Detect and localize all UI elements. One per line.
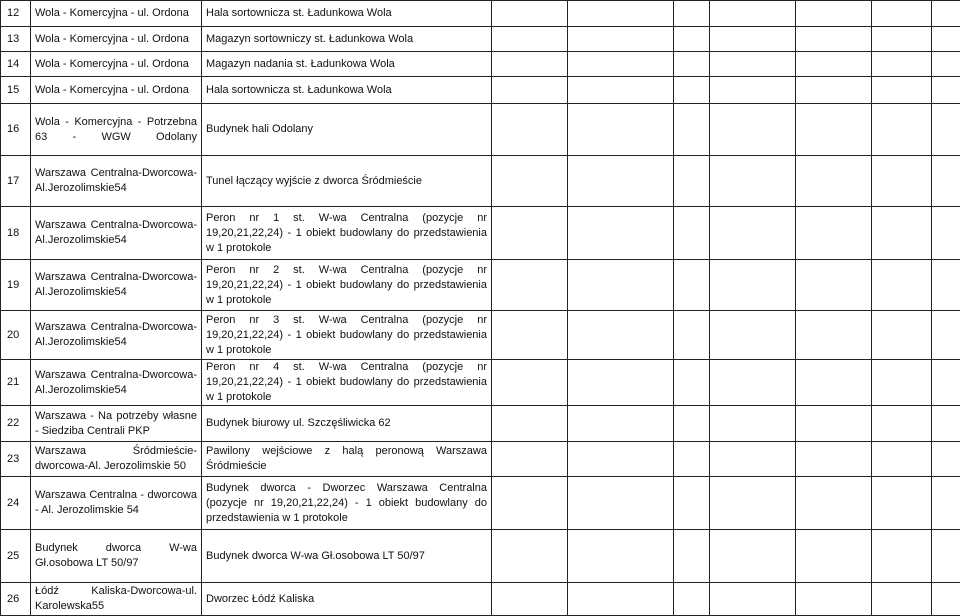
empty-cell <box>492 52 568 77</box>
empty-cell <box>710 27 796 52</box>
empty-cell <box>796 360 872 406</box>
object-cell: Hala sortownicza st. Ładunkowa Wola <box>202 1 492 27</box>
empty-cell <box>932 27 960 52</box>
empty-cell <box>710 52 796 77</box>
empty-cell <box>568 360 674 406</box>
empty-cell <box>492 207 568 260</box>
empty-cell <box>674 77 710 104</box>
empty-cell <box>872 406 932 442</box>
empty-cell <box>492 27 568 52</box>
table-row <box>1 77 960 104</box>
row-number: 22 <box>1 406 31 442</box>
empty-cell <box>710 104 796 156</box>
table-row <box>1 442 960 477</box>
table-row <box>1 104 960 156</box>
empty-cell <box>710 360 796 406</box>
row-number: 20 <box>1 311 31 360</box>
row-number: 12 <box>1 1 31 27</box>
location-cell: Warszawa Centralna-Dworcowa-Al.Jerozolimskie54 <box>31 260 202 311</box>
empty-cell <box>568 156 674 207</box>
empty-cell <box>568 77 674 104</box>
location-cell: Wola - Komercyjna - ul. Ordona <box>31 77 202 104</box>
empty-cell <box>796 52 872 77</box>
empty-cell <box>710 77 796 104</box>
object-cell: Dworzec Łódź Kaliska <box>202 583 492 616</box>
empty-cell <box>710 207 796 260</box>
object-cell: Peron nr 3 st. W-wa Centralna (pozycje nr 19,20,21,22,24) - 1 obiekt budowlany do przedstawienia w 1 protokole <box>202 311 492 360</box>
object-cell: Budynek dworca - Dworzec Warszawa Centralna (pozycje nr 19,20,21,22,24) - 1 obiekt budowlany do przedstawienia w 1 protokole <box>202 477 492 530</box>
empty-cell <box>568 27 674 52</box>
empty-cell <box>932 104 960 156</box>
table-row <box>1 260 960 311</box>
empty-cell <box>674 207 710 260</box>
location-cell: Warszawa Centralna-Dworcowa-Al.Jerozolimskie54 <box>31 207 202 260</box>
location-cell: Budynek dworca W-wa Gł.osobowa LT 50/97 <box>31 530 202 583</box>
empty-cell <box>710 530 796 583</box>
object-cell: Peron nr 4 st. W-wa Centralna (pozycje nr 19,20,21,22,24) - 1 obiekt budowlany do przedstawienia w 1 protokole <box>202 360 492 406</box>
object-cell: Peron nr 1 st. W-wa Centralna (pozycje nr 19,20,21,22,24) - 1 obiekt budowlany do przedstawienia w 1 protokole <box>202 207 492 260</box>
location-cell: Warszawa Centralna-Dworcowa-Al.Jerozolimskie54 <box>31 360 202 406</box>
location-cell: Warszawa - Na potrzeby własne - Siedziba Centrali PKP <box>31 406 202 442</box>
empty-cell <box>796 311 872 360</box>
empty-cell <box>568 207 674 260</box>
empty-cell <box>492 1 568 27</box>
row-number: 26 <box>1 583 31 616</box>
empty-cell <box>872 311 932 360</box>
empty-cell <box>710 260 796 311</box>
empty-cell <box>872 104 932 156</box>
empty-cell <box>796 442 872 477</box>
empty-cell <box>872 442 932 477</box>
object-cell: Peron nr 2 st. W-wa Centralna (pozycje nr 19,20,21,22,24) - 1 obiekt budowlany do przedstawienia w 1 protokole <box>202 260 492 311</box>
table-row <box>1 156 960 207</box>
object-cell: Tunel łączący wyjście z dworca Śródmieście <box>202 156 492 207</box>
empty-cell <box>674 406 710 442</box>
object-cell: Magazyn sortowniczy st. Ładunkowa Wola <box>202 27 492 52</box>
table-row <box>1 530 960 583</box>
empty-cell <box>710 477 796 530</box>
empty-cell <box>492 360 568 406</box>
empty-cell <box>492 77 568 104</box>
empty-cell <box>674 156 710 207</box>
empty-cell <box>568 406 674 442</box>
table-row <box>1 52 960 77</box>
location-cell: Łódź Kaliska-Dworcowa-ul. Karolewska55 <box>31 583 202 616</box>
location-cell: Warszawa Centralna - dworcowa - Al. Jerozolimskie 54 <box>31 477 202 530</box>
empty-cell <box>674 52 710 77</box>
empty-cell <box>872 207 932 260</box>
empty-cell <box>872 27 932 52</box>
object-cell: Hala sortownicza st. Ładunkowa Wola <box>202 77 492 104</box>
location-cell: Warszawa Śródmieście-dworcowa-Al. Jerozolimskie 50 <box>31 442 202 477</box>
empty-cell <box>872 530 932 583</box>
empty-cell <box>674 27 710 52</box>
empty-cell <box>796 207 872 260</box>
empty-cell <box>872 477 932 530</box>
location-cell: Warszawa Centralna-Dworcowa-Al.Jerozolimskie54 <box>31 311 202 360</box>
empty-cell <box>710 311 796 360</box>
empty-cell <box>796 1 872 27</box>
empty-cell <box>568 442 674 477</box>
empty-cell <box>674 477 710 530</box>
empty-cell <box>710 442 796 477</box>
row-number: 19 <box>1 260 31 311</box>
empty-cell <box>932 530 960 583</box>
table-row <box>1 27 960 52</box>
table-row <box>1 406 960 442</box>
empty-cell <box>674 442 710 477</box>
empty-cell <box>796 260 872 311</box>
empty-cell <box>932 311 960 360</box>
empty-cell <box>932 260 960 311</box>
empty-cell <box>674 311 710 360</box>
empty-cell <box>796 477 872 530</box>
row-number: 21 <box>1 360 31 406</box>
empty-cell <box>674 260 710 311</box>
table-row <box>1 360 960 406</box>
empty-cell <box>492 156 568 207</box>
empty-cell <box>492 406 568 442</box>
empty-cell <box>872 1 932 27</box>
empty-cell <box>796 27 872 52</box>
empty-cell <box>492 477 568 530</box>
empty-cell <box>492 104 568 156</box>
location-cell: Warszawa Centralna-Dworcowa-Al.Jerozolimskie54 <box>31 156 202 207</box>
empty-cell <box>932 207 960 260</box>
table-row <box>1 477 960 530</box>
row-number: 24 <box>1 477 31 530</box>
empty-cell <box>932 77 960 104</box>
empty-cell <box>492 260 568 311</box>
row-number: 15 <box>1 77 31 104</box>
table-row <box>1 1 960 27</box>
row-number: 13 <box>1 27 31 52</box>
object-cell: Budynek dworca W-wa Gł.osobowa LT 50/97 <box>202 530 492 583</box>
empty-cell <box>872 52 932 77</box>
empty-cell <box>932 360 960 406</box>
object-cell: Budynek biurowy ul. Szczęśliwicka 62 <box>202 406 492 442</box>
empty-cell <box>674 1 710 27</box>
empty-cell <box>872 156 932 207</box>
empty-cell <box>568 52 674 77</box>
empty-cell <box>674 360 710 406</box>
location-cell: Wola - Komercyjna - ul. Ordona <box>31 52 202 77</box>
empty-cell <box>796 77 872 104</box>
empty-cell <box>710 156 796 207</box>
empty-cell <box>932 52 960 77</box>
row-number: 14 <box>1 52 31 77</box>
empty-cell <box>932 442 960 477</box>
empty-cell <box>568 477 674 530</box>
empty-cell <box>872 77 932 104</box>
location-cell: Wola - Komercyjna - ul. Ordona <box>31 27 202 52</box>
empty-cell <box>796 530 872 583</box>
table-row <box>1 207 960 260</box>
empty-cell <box>568 530 674 583</box>
empty-cell <box>872 360 932 406</box>
empty-cell <box>492 530 568 583</box>
empty-cell <box>568 311 674 360</box>
empty-cell <box>568 260 674 311</box>
empty-cell <box>796 104 872 156</box>
empty-cell <box>932 156 960 207</box>
empty-cell <box>710 406 796 442</box>
table-row <box>1 311 960 360</box>
row-number: 18 <box>1 207 31 260</box>
empty-cell <box>674 530 710 583</box>
empty-cell <box>674 104 710 156</box>
row-number: 17 <box>1 156 31 207</box>
empty-cell <box>568 104 674 156</box>
empty-cell <box>932 406 960 442</box>
object-cell: Pawilony wejściowe z halą peronową Warszawa Śródmieście <box>202 442 492 477</box>
empty-cell <box>932 477 960 530</box>
empty-cell <box>568 1 674 27</box>
empty-cell <box>710 1 796 27</box>
object-cell: Magazyn nadania st. Ładunkowa Wola <box>202 52 492 77</box>
object-cell: Budynek hali Odolany <box>202 104 492 156</box>
empty-cell <box>932 1 960 27</box>
location-cell: Wola - Komercyjna - ul. Ordona <box>31 1 202 27</box>
row-number: 23 <box>1 442 31 477</box>
empty-cell <box>492 442 568 477</box>
location-cell: Wola - Komercyjna - Potrzebna 63 - WGW Odolany <box>31 104 202 156</box>
empty-cell <box>796 156 872 207</box>
row-number: 25 <box>1 530 31 583</box>
empty-cell <box>492 311 568 360</box>
row-number: 16 <box>1 104 31 156</box>
empty-cell <box>796 406 872 442</box>
empty-cell <box>872 260 932 311</box>
